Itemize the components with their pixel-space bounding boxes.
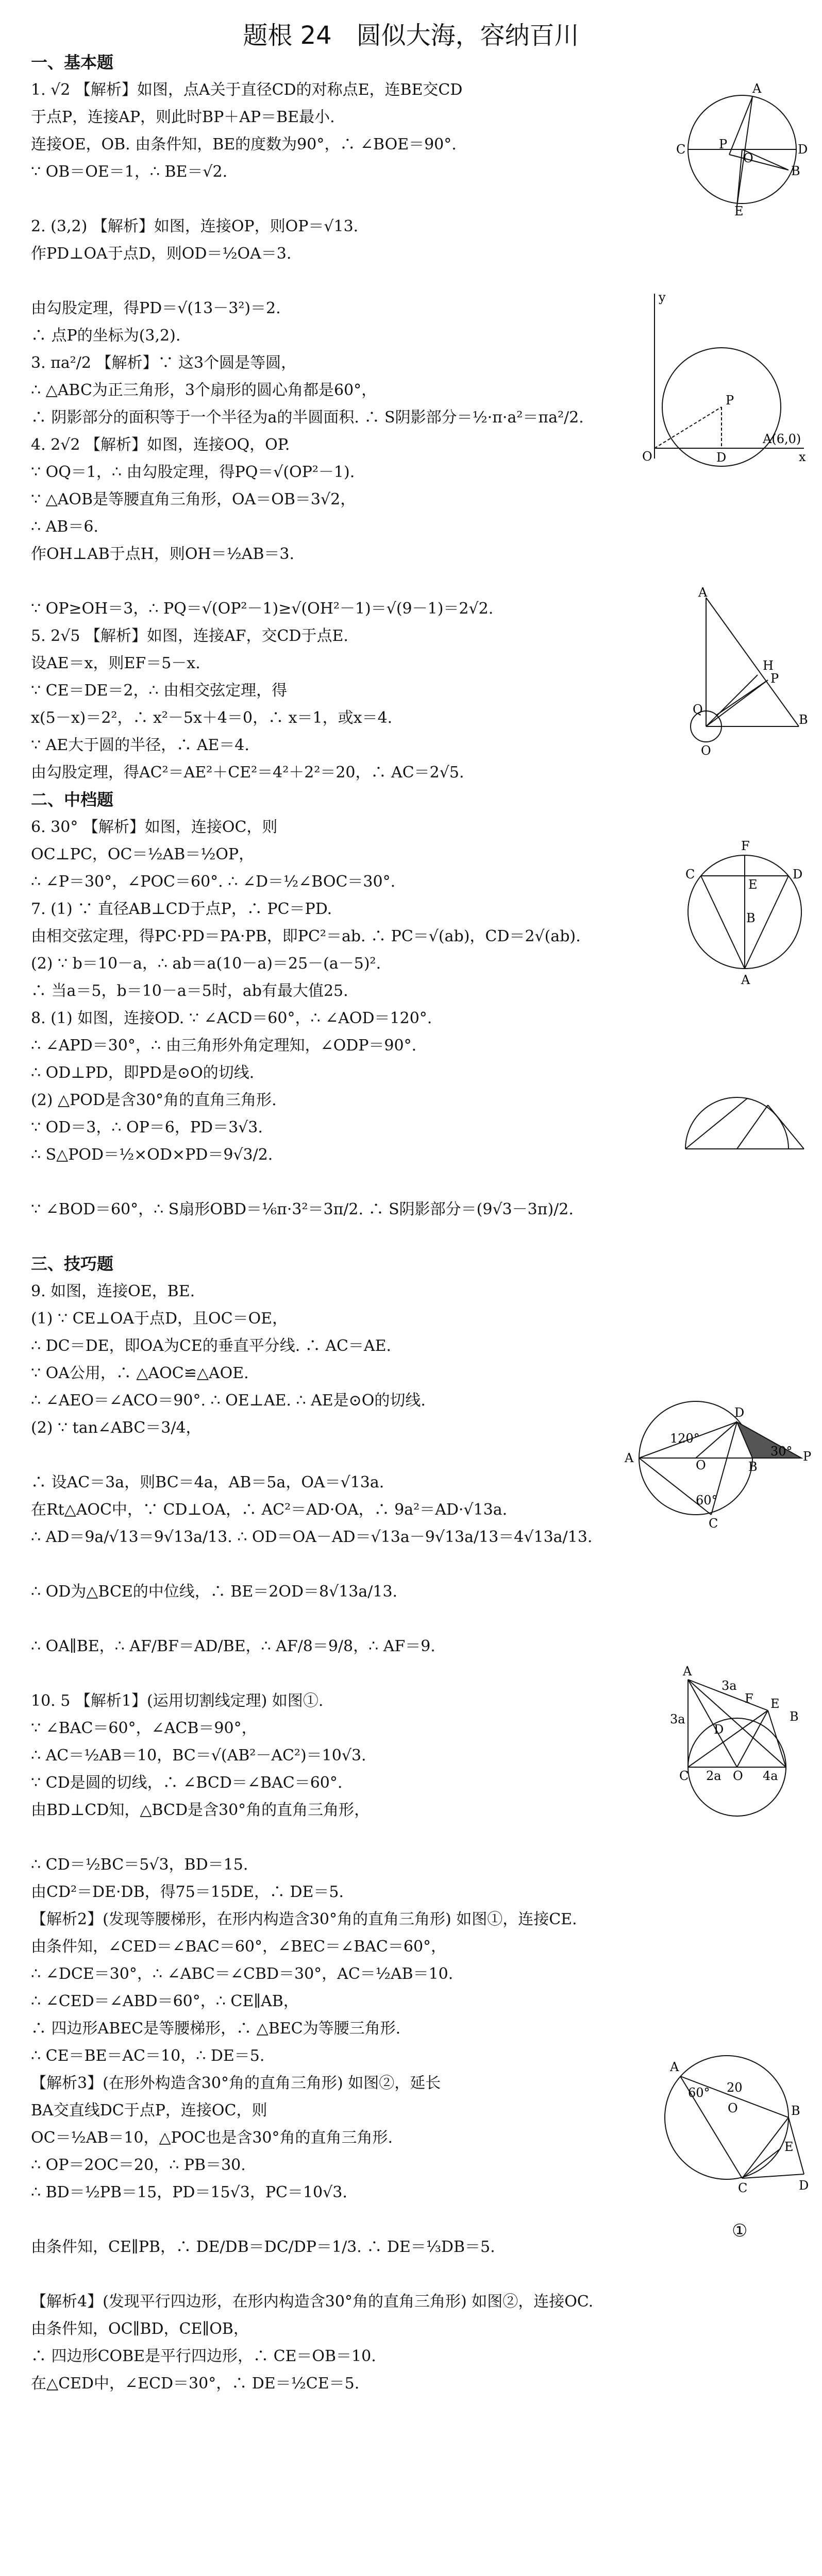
solution-line: ∵ OD＝3，∴ OP＝6，PD＝3√3. <box>31 1118 263 1137</box>
fig9-label: 2a <box>706 1769 722 1783</box>
figure-10-1 <box>649 2040 809 2200</box>
solution-line: ∴ AC＝½AB＝10，BC＝√(AB²－AC²)＝10√3. <box>31 1747 366 1765</box>
fig2-label: P <box>726 393 734 408</box>
fig8-label: O <box>696 1458 706 1472</box>
solution-text <box>31 49 655 2397</box>
solution-line: ∴ 阴影部分的面积等于一个半径为a的半圆面积. ∴ S阴影部分＝½·π·a²＝πa²/2. <box>31 409 584 427</box>
solution-line: 6. 30° 【解析】如图，连接OC，则 <box>31 818 278 836</box>
fig8-label: C <box>709 1516 718 1531</box>
solution-line: ∴ 四边形ABEC是等腰梯形，∴ △BEC为等腰三角形. <box>31 2020 401 2038</box>
solution-line: ∴ BD＝½PB＝15，PD＝15√3，PC＝10√3. <box>31 2183 347 2201</box>
fig2-label: A(6,0) <box>763 432 801 446</box>
fig9-label: C <box>679 1769 689 1783</box>
solution-line: ∴ ∠AEO＝∠ACO＝90°. ∴ OE⊥AE. ∴ AE是⊙O的切线. <box>31 1392 426 1410</box>
solution-line: (1) ∵ CE⊥OA于点D，且OC＝OE， <box>31 1310 288 1328</box>
figure-6 <box>675 1082 809 1164</box>
fig4-label: Q <box>693 702 703 717</box>
solution-line: 3. πa²/2 【解析】∵ 这3个圆是等圆， <box>31 354 297 372</box>
solution-line: 5. 2√5 【解析】如图，连接AF，交CD于点E. <box>31 627 348 645</box>
solution-line: ∴ CD＝½BC＝5√3，BD＝15. <box>31 1856 248 1874</box>
fig10a-label: E <box>784 2140 794 2154</box>
fig10a-label: 20 <box>727 2080 743 2095</box>
solution-line: 由勾股定理，得AC²＝AE²＋CE²＝4²＋2²＝20，∴ AC＝2√5. <box>31 764 464 782</box>
solution-line: ∵ OA公用，∴ △AOC≌△AOE. <box>31 1364 249 1382</box>
fig1-label: P <box>719 137 728 151</box>
solution-line: 作OH⊥AB于点H，则OH＝½AB＝3. <box>31 545 295 563</box>
solution-line: ∴ S△POD＝½×OD×PD＝9√3/2. <box>31 1146 273 1164</box>
solution-line: ∴ ∠CED＝∠ABD＝60°，∴ CE∥AB， <box>31 1992 299 2010</box>
solution-line <box>31 1824 655 1851</box>
solution-line: (2) ∵ b＝10－a，∴ ab＝a(10－a)＝25－(a－5)². <box>31 955 381 973</box>
fig8-label: 30° <box>770 1444 793 1459</box>
solution-line: 10. 5 【解析1】(运用切割线定理) 如图①. <box>31 1692 324 1710</box>
solution-line <box>31 1168 655 1196</box>
fig9-label: B <box>790 1709 799 1724</box>
solution-line: 由条件知，∠CED＝∠BAC＝60°，∠BEC＝∠BAC＝60°， <box>31 1938 447 1956</box>
solution-line: ∴ OD为△BCE的中位线，∴ BE＝2OD＝8√13a/13. <box>31 1583 398 1601</box>
solution-line: ∵ ∠BAC＝60°，∠ACB＝90°， <box>31 1719 257 1737</box>
figure-1 <box>675 82 809 216</box>
solution-line: 设AE＝x，则EF＝5－x. <box>31 654 200 672</box>
solution-line: 由CD²＝DE·DB，得75＝15DE，∴ DE＝5. <box>31 1883 344 1901</box>
solution-line: ∴ ∠DCE＝30°，∴ ∠ABC＝∠CBD＝30°，AC＝½AB＝10. <box>31 1965 454 1983</box>
solution-line: 7. (1) ∵ 直径AB⊥CD于点P，∴ PC＝PD. <box>31 900 332 918</box>
fig5-label: E <box>748 877 758 892</box>
fig4-label: H <box>763 658 774 673</box>
fig5-label: A <box>741 973 750 987</box>
solution-line: ∴ ∠APD＝30°，∴ 由三角形外角定理知，∠ODP＝90°. <box>31 1037 417 1055</box>
figure-5 <box>680 835 809 989</box>
fig10a-label: 60° <box>688 2086 710 2100</box>
fig2-label: D <box>716 450 727 465</box>
fig8-label: 60° <box>696 1493 718 1507</box>
solution-line: 由相交弦定理，得PC·PD＝PA·PB，即PC²＝ab. ∴ PC＝√(ab)，CD＝2√(ab). <box>31 927 581 945</box>
solution-line: 在△CED中，∠ECD＝30°，∴ DE＝½CE＝5. <box>31 2375 360 2393</box>
solution-line: 于点P，连接AP，则此时BP＋AP＝BE最小. <box>31 108 335 126</box>
solution-line: ∵ CE＝DE＝2，∴ 由相交弦定理，得 <box>31 682 288 700</box>
fig1-label: C <box>676 142 686 157</box>
solution-line: ∴ AB＝6. <box>31 518 98 536</box>
fig8-label: D <box>734 1405 745 1420</box>
solution-line: ∴ OA∥BE，∴ AF/BF＝AD/BE，∴ AF/8＝9/8，∴ AF＝9. <box>31 1637 435 1655</box>
fig9-label: 4a <box>763 1769 778 1783</box>
solution-line: ∵ ∠BOD＝60°，∴ S扇形OBD＝⅙π·3²＝3π/2. ∴ S阴影部分＝(9√3－3π)/2. <box>31 1200 574 1218</box>
solution-line <box>31 1223 655 1250</box>
figure-2 <box>634 289 809 464</box>
solution-line: 8. (1) 如图，连接OD. ∵ ∠ACD＝60°，∴ ∠AOD＝120°. <box>31 1009 432 1027</box>
fig2-label: x <box>799 450 806 464</box>
figure-4 <box>685 587 809 762</box>
solution-line: BA交直线DC于点P，连接OC，则 <box>31 2102 267 2120</box>
solution-line <box>31 267 655 295</box>
solution-line <box>31 2206 655 2233</box>
fig4-label: A <box>698 585 708 600</box>
solution-line: 9. 如图，连接OE，BE. <box>31 1282 195 1300</box>
solution-line: ∴ OD⊥PD，即PD是⊙O的切线. <box>31 1064 255 1082</box>
solution-line: ∴ 点P的坐标为(3,2). <box>31 327 181 345</box>
fig2-label: O <box>642 449 652 464</box>
section-heading: 三、技巧题 <box>31 1254 114 1274</box>
solution-line: 由条件知，OC∥BD，CE∥OB， <box>31 2320 249 2338</box>
solution-line: ∵ OB＝OE＝1，∴ BE＝√2. <box>31 163 228 181</box>
solution-line: ∴ AD＝9a/√13＝9√13a/13. ∴ OD＝OA－AD＝√13a－9√13a/13＝4√13a/13. <box>31 1528 593 1546</box>
figure-10-1-caption: ① <box>732 2221 748 2241</box>
solution-line: ∴ △ABC为正三角形，3个扇形的圆心角都是60°， <box>31 381 377 399</box>
solution-line <box>31 185 655 213</box>
solution-line: ∴ 四边形COBE是平行四边形，∴ CE＝OB＝10. <box>31 2347 376 2365</box>
fig5-label: D <box>793 867 803 882</box>
solution-line: 【解析2】(发现等腰梯形，在形内构造含30°角的直角三角形) 如图①，连接CE. <box>31 1910 577 1928</box>
solution-line: ∴ CE＝BE＝AC＝10，∴ DE＝5. <box>31 2047 265 2065</box>
solution-line: 【解析3】(在形外构造含30°角的直角三角形) 如图②，延长 <box>31 2074 441 2092</box>
fig9-label: A <box>683 1664 692 1679</box>
fig10a-label: O <box>728 2101 738 2115</box>
fig10a-label: D <box>799 2178 809 2193</box>
solution-line: ∵ △AOB是等腰直角三角形，OA＝OB＝3√2， <box>31 490 356 509</box>
solution-line: OC＝½AB＝10，△POC也是含30°角的直角三角形. <box>31 2129 393 2147</box>
solution-line: 4. 2√2 【解析】如图，连接OQ，OP. <box>31 436 290 454</box>
fig9-label: 3a <box>722 1679 737 1693</box>
solution-line: ∴ DC＝DE，即OA为CE的垂直平分线. ∴ AC＝AE. <box>31 1337 392 1355</box>
figure-9 <box>639 1664 809 1834</box>
fig10a-label: B <box>791 2104 800 2118</box>
solution-line: OC⊥PC，OC＝½AB＝½OP， <box>31 845 255 863</box>
solution-line: ∴ ∠P＝30°，∠POC＝60°. ∴ ∠D＝½∠BOC＝30°. <box>31 873 396 891</box>
section-heading: 一、基本题 <box>31 53 114 72</box>
solution-line: ∴ 设AC＝3a，则BC＝4a，AB＝5a，OA＝√13a. <box>31 1473 384 1492</box>
solution-line: ∵ OP≥OH＝3，∴ PQ＝√(OP²－1)≥√(OH²－1)＝√(9－1)＝2√2. <box>31 600 494 618</box>
fig4-label: P <box>770 671 779 686</box>
fig10a-label: C <box>738 2181 748 2195</box>
fig9-label: E <box>770 1697 780 1711</box>
fig8-label: 120° <box>670 1431 700 1446</box>
solution-line: 在Rt△AOC中，∵ CD⊥OA，∴ AC²＝AD·OA，∴ 9a²＝AD·√13a. <box>31 1501 508 1519</box>
fig4-label: B <box>799 713 808 727</box>
solution-line: 由BD⊥CD知，△BCD是含30°角的直角三角形， <box>31 1801 370 1819</box>
solution-line: (2) △POD是含30°角的直角三角形. <box>31 1091 277 1109</box>
fig9-label: O <box>733 1769 743 1783</box>
fig1-label: D <box>798 142 808 157</box>
fig1-label: A <box>752 81 762 96</box>
fig9-label: 3a <box>670 1712 685 1726</box>
fig9-label: F <box>745 1691 753 1706</box>
solution-line: 连接OE，OB. 由条件知，BE的度数为90°，∴ ∠BOE＝90°. <box>31 135 457 154</box>
fig8-label: A <box>625 1451 634 1465</box>
solution-line: 1. √2 【解析】如图，点A关于直径CD的对称点E，连BE交CD <box>31 81 463 99</box>
solution-line: (2) ∵ tan∠ABC＝3/4， <box>31 1419 202 1437</box>
solution-line: 2. (3,2) 【解析】如图，连接OP，则OP＝√13. <box>31 217 359 235</box>
page-title: 题根 24 圆似大海，容纳百川 <box>243 21 579 50</box>
solution-line: ∵ OQ＝1，∴ 由勾股定理，得PQ＝√(OP²－1). <box>31 463 355 481</box>
solution-line <box>31 1551 655 1578</box>
fig1-label: O <box>743 151 753 165</box>
solution-line <box>31 1442 655 1469</box>
solution-line: ∵ AE大于圆的半径，∴ AE＝4. <box>31 736 249 754</box>
solution-line <box>31 1605 655 1633</box>
fig5-label: B <box>746 911 756 925</box>
solution-line: x(5－x)＝2²，∴ x²－5x＋4＝0，∴ x＝1，或x＝4. <box>31 709 393 727</box>
solution-line: 作PD⊥OA于点D，则OD＝½OA＝3. <box>31 245 292 263</box>
fig10a-label: A <box>670 2060 679 2074</box>
solution-line: ∵ CD是圆的切线，∴ ∠BCD＝∠BAC＝60°. <box>31 1774 343 1792</box>
figure-8 <box>618 1386 812 1531</box>
solution-line <box>31 2261 655 2288</box>
fig5-label: F <box>741 839 750 853</box>
fig8-label: P <box>803 1449 812 1464</box>
solution-line: ∴ OP＝2OC＝20，∴ PB＝30. <box>31 2156 246 2174</box>
fig9-label: D <box>714 1722 724 1737</box>
solution-line <box>31 568 655 595</box>
solution-line: ∴ 当a＝5，b＝10－a＝5时，ab有最大值25. <box>31 982 348 1000</box>
fig1-label: E <box>734 204 744 218</box>
fig8-label: B <box>748 1460 758 1474</box>
fig2-label: y <box>659 290 666 304</box>
section-heading: 二、中档题 <box>31 790 114 809</box>
fig1-label: B <box>791 164 800 178</box>
fig4-label: O <box>701 743 711 758</box>
solution-line: 由条件知，CE∥PB，∴ DE/DB＝DC/DP＝1/3. ∴ DE＝⅓DB＝5. <box>31 2238 495 2256</box>
solution-line: 【解析4】(发现平行四边形，在形内构造含30°角的直角三角形) 如图②，连接OC. <box>31 2293 594 2311</box>
solution-line: 由勾股定理，得PD＝√(13－3²)＝2. <box>31 299 281 317</box>
solution-line <box>31 1660 655 1687</box>
fig5-label: C <box>685 867 695 882</box>
